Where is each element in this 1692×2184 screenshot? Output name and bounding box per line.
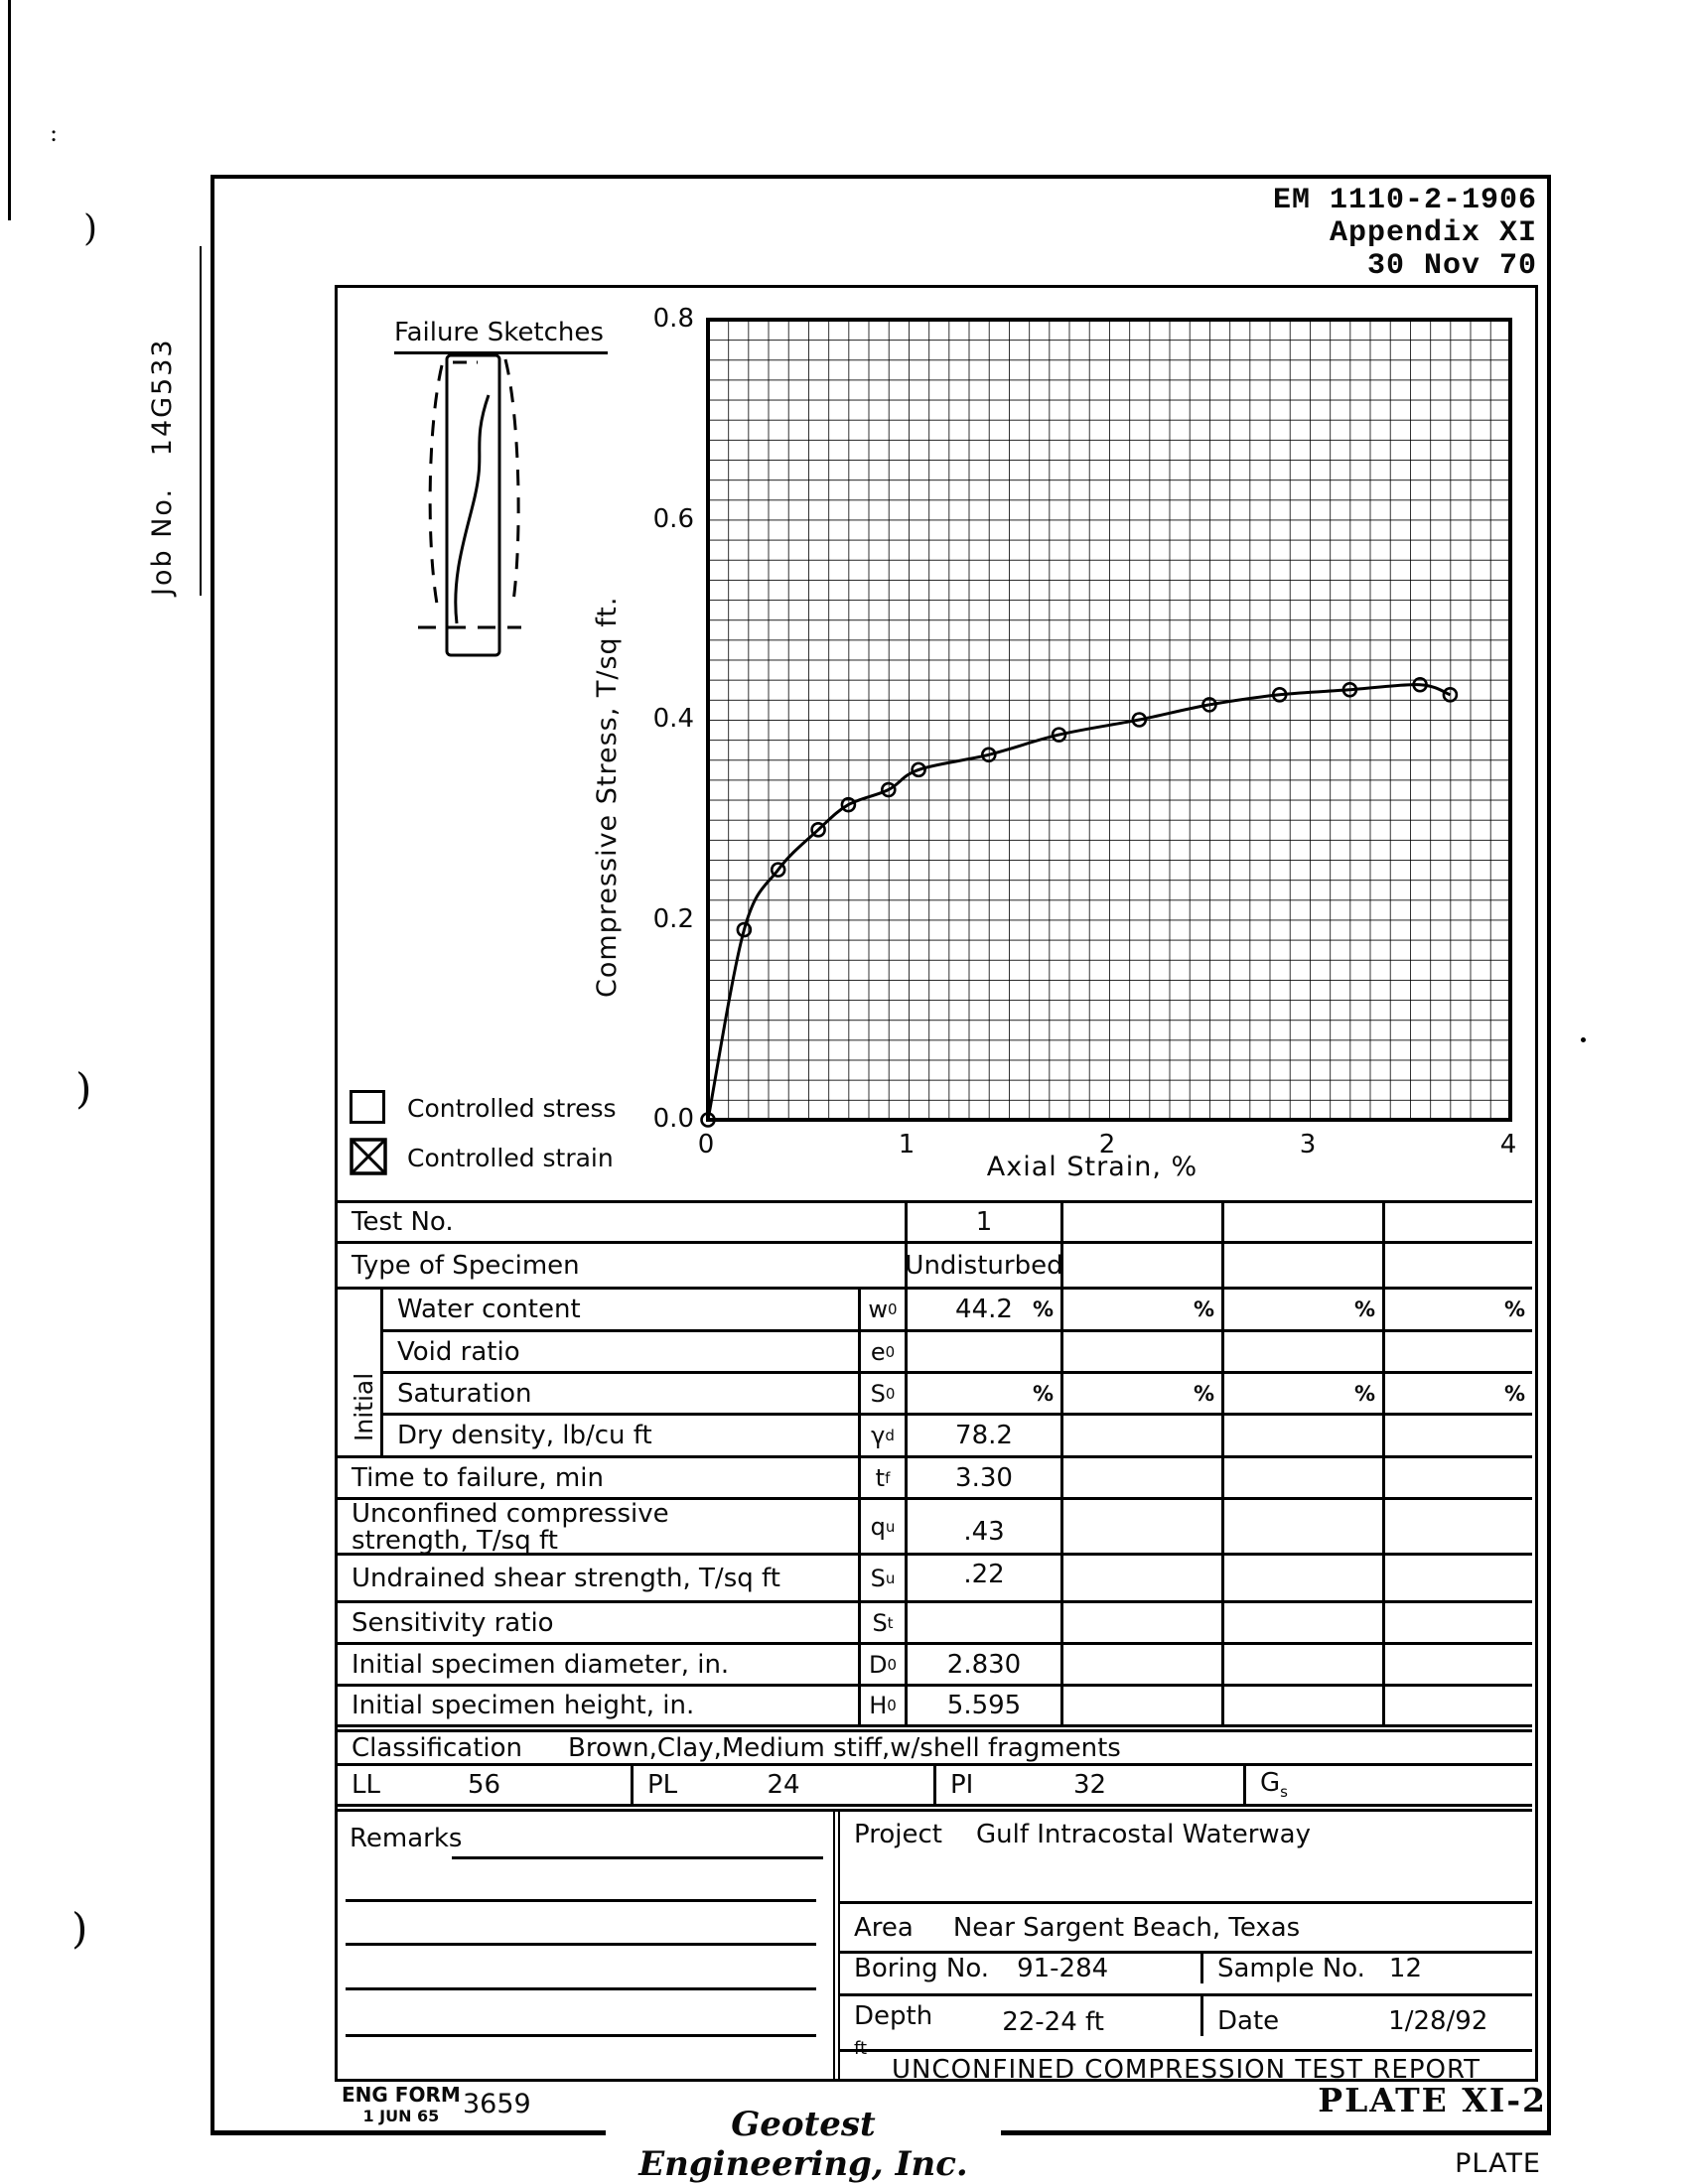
- initial-diameter-value: 2.830: [905, 1645, 1060, 1684]
- x-axis-tick-label: 3: [1299, 1130, 1317, 1160]
- eng-form-date: 1 JUN 65: [362, 2107, 440, 2125]
- percent-sign: %: [1193, 1381, 1214, 1406]
- plasticity-index-cell: [933, 1766, 1243, 1804]
- ll-value: 56: [467, 1770, 501, 1800]
- table-row-test-no: [338, 1200, 1532, 1241]
- table-row-water-content: [338, 1287, 1532, 1329]
- void-ratio-label: Void ratio: [380, 1329, 858, 1371]
- eng-form-number: 3659: [463, 2089, 531, 2119]
- table-row-saturation: [338, 1371, 1532, 1413]
- dry-density-symbol: γ d: [858, 1413, 905, 1455]
- specific-gravity-cell: [1243, 1766, 1532, 1804]
- company-name: Geotest Engineering, Inc.: [638, 2105, 968, 2184]
- undrained-shear-value: .22: [905, 1556, 1060, 1600]
- depth-label: Depth ft: [854, 2001, 933, 2059]
- percent-sign: %: [1353, 1381, 1375, 1406]
- water-content-symbol: w 0: [858, 1290, 905, 1329]
- unconfined-strength-label: Unconfined compressive strength, T/sq ft: [352, 1498, 669, 1556]
- y-axis-tick-label: 0.2: [652, 903, 694, 934]
- date-label: Date: [1217, 2006, 1280, 2036]
- remarks-box: [338, 1812, 833, 2079]
- scan-speck: [1581, 1037, 1586, 1042]
- test-no-value: 1: [905, 1203, 1060, 1241]
- pi-label: PI: [950, 1770, 974, 1800]
- pi-value: 32: [1072, 1770, 1107, 1800]
- eng-form-name: ENG FORM: [342, 2083, 461, 2107]
- undrained-shear-symbol: S u: [858, 1556, 905, 1600]
- eng-form-block: [342, 2085, 461, 2126]
- job-number-value: 14G533: [147, 338, 178, 457]
- boring-value: 91-284: [1017, 1954, 1109, 1983]
- bottom-section: [338, 1804, 1532, 2085]
- gs-label: $G_s$: [1260, 1768, 1288, 1802]
- x-axis-tick-label: 2: [1098, 1130, 1116, 1160]
- initial-diameter-symbol: D 0: [858, 1645, 905, 1684]
- saturation-symbol: S 0: [858, 1371, 905, 1413]
- margin-colon-mark: :: [50, 119, 59, 147]
- ll-label: LL: [352, 1770, 380, 1800]
- classification-value: Brown,Clay,Medium stiff,w/shell fragments: [568, 1732, 1121, 1763]
- table-row-specimen-type: [338, 1241, 1532, 1287]
- void-ratio-symbol: e 0: [858, 1329, 905, 1371]
- percent-sign: %: [1032, 1381, 1054, 1406]
- boring-label: Boring No.: [854, 1954, 990, 1983]
- margin-paren-mark-top: ): [83, 208, 98, 249]
- table-row-initial-diameter: [338, 1642, 1532, 1684]
- initial-diameter-label: Initial specimen diameter, in.: [352, 1649, 730, 1680]
- dry-density-label: Dry density, lb/cu ft: [380, 1413, 858, 1455]
- initial-height-label: Initial specimen height, in.: [352, 1691, 695, 1720]
- date-cell: [1200, 1996, 1532, 2036]
- header-date: 30 Nov 70: [1366, 249, 1537, 283]
- report-title: UNCONFINED COMPRESSION TEST REPORT: [891, 2054, 1481, 2085]
- footer-rule-left: [211, 2130, 606, 2135]
- saturation-label: Saturation: [380, 1371, 858, 1413]
- x-axis-tick-label: 0: [697, 1130, 715, 1160]
- percent-sign: %: [1503, 1297, 1525, 1321]
- y-axis-tick-label: 0.0: [652, 1104, 694, 1134]
- depth-value: 22-24 ft: [1002, 2007, 1104, 2037]
- plastic-limit-cell: [631, 1766, 933, 1804]
- sensitivity-symbol: S t: [858, 1603, 905, 1642]
- test-no-label: Test No.: [352, 1207, 454, 1237]
- scan-edge-line: [8, 0, 11, 220]
- area-value: Near Sargent Beach, Texas: [952, 1912, 1301, 1943]
- table-row-atterberg: [338, 1763, 1532, 1804]
- table-row-sensitivity: [338, 1600, 1532, 1642]
- water-content-value: 44.2 %: [905, 1290, 1060, 1329]
- specimen-type-value: Undisturbed: [905, 1244, 1060, 1287]
- margin-paren-mark-middle: ): [75, 1064, 92, 1113]
- time-to-failure-symbol: t f: [858, 1458, 905, 1497]
- time-to-failure-label: Time to failure, min: [352, 1462, 604, 1493]
- sample-cell: [1200, 1954, 1532, 1983]
- x-axis-title: Axial Strain, %: [986, 1152, 1198, 1182]
- y-axis-tick-label: 0.6: [652, 503, 694, 534]
- chart-gridlines: [708, 320, 1510, 1120]
- plate-number: PLATE XI-2: [1318, 2081, 1547, 2119]
- remarks-label: Remarks: [350, 1824, 463, 1853]
- project-label: Project: [854, 1820, 942, 1849]
- remarks-blank-line: [346, 1943, 816, 1946]
- remarks-blank-line: [452, 1856, 823, 1859]
- table-row-unconfined-strength: [338, 1497, 1532, 1556]
- header-em-number: EM 1110-2-1906: [1272, 184, 1537, 217]
- x-axis-tick-label: 1: [898, 1130, 916, 1160]
- time-to-failure-value: 3.30: [905, 1458, 1060, 1497]
- table-row-dry-density: [338, 1413, 1532, 1455]
- project-value: Gulf Intracostal Waterway: [975, 1820, 1312, 1849]
- sample-value: 12: [1388, 1954, 1423, 1983]
- classification-label: Classification: [352, 1732, 523, 1763]
- area-label: Area: [854, 1912, 914, 1943]
- boring-cell: [840, 1954, 1200, 1983]
- dry-density-value: 78.2: [905, 1413, 1060, 1455]
- table-row-initial-height: [338, 1684, 1532, 1724]
- pl-label: PL: [647, 1770, 678, 1800]
- project-row: [840, 1812, 1532, 1901]
- job-number-label: Job No.: [147, 486, 178, 596]
- sensitivity-value: [905, 1603, 1060, 1642]
- sample-label: Sample No.: [1217, 1954, 1365, 1983]
- depth-date-row: [840, 1993, 1532, 2059]
- percent-sign: %: [1032, 1297, 1054, 1321]
- y-axis-title: Compressive Stress, T/sq ft.: [592, 596, 623, 998]
- remarks-blank-line: [346, 1899, 816, 1902]
- saturation-value: [905, 1371, 1060, 1413]
- failure-sketches-title: Failure Sketches: [394, 318, 608, 354]
- footer-rule-right: [1001, 2130, 1551, 2135]
- initial-group-label: Initial: [350, 1372, 378, 1441]
- controlled-strain-label: Controlled strain: [407, 1144, 614, 1172]
- depth-unit: ft: [854, 2038, 868, 2059]
- initial-height-symbol: H 0: [858, 1687, 905, 1724]
- header-appendix: Appendix XI: [1329, 216, 1537, 250]
- remarks-blank-line: [346, 1987, 816, 1990]
- water-content-label: Water content: [380, 1290, 858, 1329]
- sensitivity-label: Sensitivity ratio: [352, 1607, 554, 1638]
- controlled-stress-checkbox: [350, 1090, 385, 1124]
- percent-sign: %: [1193, 1297, 1214, 1321]
- table-row-undrained-shear: [338, 1553, 1532, 1600]
- unconfined-strength-symbol: q u: [858, 1500, 905, 1553]
- boring-sample-row: [840, 1951, 1532, 1993]
- date-value: 1/28/92: [1388, 2006, 1488, 2036]
- document-reference-header: [1120, 185, 1537, 283]
- area-row: [840, 1901, 1532, 1951]
- plate-caption: PLATE: [1455, 2148, 1541, 2179]
- percent-sign: %: [1503, 1381, 1525, 1406]
- project-info-box: [833, 1812, 1532, 2085]
- y-axis-tick-label: 0.8: [652, 304, 694, 334]
- initial-height-value: 5.595: [905, 1687, 1060, 1724]
- stress-strain-chart: [708, 320, 1510, 1120]
- pl-value: 24: [767, 1770, 800, 1800]
- margin-paren-mark-bottom: ): [71, 1904, 88, 1953]
- job-number-underline: [200, 246, 202, 596]
- unconfined-strength-value: .43: [905, 1500, 1060, 1553]
- void-ratio-value: [905, 1329, 1060, 1371]
- remarks-blank-line: [346, 2034, 816, 2037]
- undrained-shear-label: Undrained shear strength, T/sq ft: [352, 1563, 780, 1593]
- liquid-limit-cell: [338, 1766, 631, 1804]
- specimen-type-label: Type of Specimen: [352, 1250, 580, 1281]
- controlled-strain-checkbox-checked: [350, 1138, 387, 1175]
- x-axis-tick-label: 4: [1499, 1130, 1517, 1160]
- failure-sketch-drawing: [420, 345, 529, 663]
- table-row-time-to-failure: [338, 1455, 1532, 1497]
- table-row-void-ratio: [338, 1329, 1532, 1371]
- job-number-rotated: [147, 338, 178, 596]
- table-row-classification: [338, 1724, 1532, 1763]
- y-axis-tick-label: 0.4: [652, 704, 694, 734]
- controlled-stress-label: Controlled stress: [407, 1094, 617, 1123]
- percent-sign: %: [1353, 1297, 1375, 1321]
